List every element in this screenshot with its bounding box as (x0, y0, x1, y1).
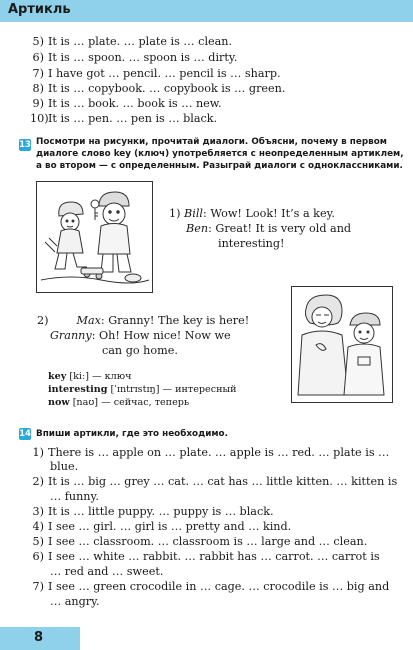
granny-illustration-icon (292, 287, 392, 402)
task-number-14: 14 (19, 429, 31, 439)
page-number: 8 (34, 630, 44, 645)
vocab-entry: interesting [ˈɪntrɪstɪŋ] — интересный (48, 384, 237, 395)
task-13-instruction-line: а во втором — с определенным. Разыграй диалоги с одноклассниками. (36, 161, 403, 171)
dialog-2-line: 2) Max: Granny! The key is here! (37, 314, 250, 327)
exercise-item: 3) It is … little puppy. … puppy is … black. (32, 505, 274, 518)
list-item: 10)It is … pen. … pen is … black. (30, 112, 218, 125)
exercise-item: 4) I see … girl. … girl is … pretty and … kind. (32, 520, 292, 533)
task-14-instruction: Впиши артикли, где это необходимо. (36, 429, 228, 439)
chapter-title: Артикль (8, 2, 71, 17)
list-item: 6) It is … spoon. … spoon is … dirty. (32, 51, 238, 64)
dialog-2-line: can go home. (102, 344, 178, 357)
dialog-2-line: Granny: Oh! How nice! Now we (50, 329, 231, 342)
exercise-item-continued: blue. (50, 460, 79, 473)
exercise-item: 2) It is … big … grey … cat. … cat has … little kitten. … kitten is (32, 475, 398, 488)
exercise-item-continued: … red and … sweet. (50, 565, 164, 578)
list-item: 8) It is … copybook. … copybook is … green. (32, 82, 286, 95)
list-item: 9) It is … book. … book is … new. (32, 97, 222, 110)
vocab-entry: key [kiː] — ключ (48, 371, 132, 382)
illustration-boys-with-key (36, 181, 153, 293)
exercise-item: 5) I see … classroom. … classroom is … large and … clean. (32, 535, 368, 548)
vocab-entry: now [naʊ] — сейчас, теперь (48, 397, 190, 408)
task-13-instruction-line: диалоге слово key (ключ) употребляется с неопределенным артиклем, (36, 149, 404, 159)
illustration-granny-and-boy (291, 286, 393, 403)
task-13-instruction-line: Посмотри на рисунки, прочитай диалоги. Объясни, почему в первом (36, 137, 387, 147)
dialog-1-line: 1) Bill: Wow! Look! It’s a key. (169, 207, 335, 220)
boys-illustration-icon (37, 182, 152, 292)
exercise-item-continued: … angry. (50, 595, 100, 608)
exercise-item: 7) I see … green crocodile in … cage. … crocodile is … big and (32, 580, 390, 593)
list-item: 5) It is … plate. … plate is … clean. (32, 35, 233, 48)
exercise-item: 1) There is … apple on … plate. … apple is … red. … plate is … (32, 446, 390, 459)
exercise-item-continued: … funny. (50, 490, 99, 503)
list-item: 7) I have got … pencil. … pencil is … sharp. (32, 67, 281, 80)
exercise-item: 6) I see … white … rabbit. … rabbit has … carrot. … carrot is (32, 550, 380, 563)
task-number-13: 13 (19, 140, 31, 150)
dialog-1-line: interesting! (218, 237, 285, 250)
dialog-1-line: Ben: Great! It is very old and (186, 222, 352, 235)
